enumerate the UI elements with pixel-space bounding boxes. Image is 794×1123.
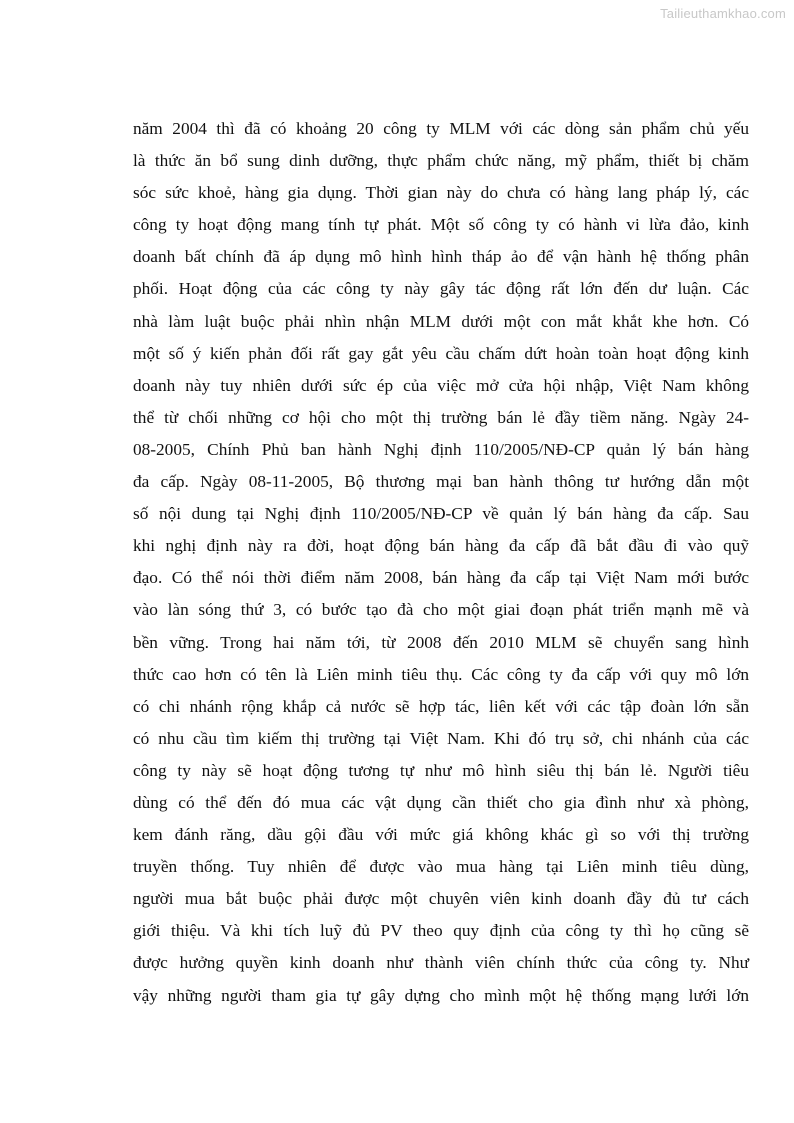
text-line: vào làn sóng thứ 3, có bước tạo đà cho một giai đoạn phát triển mạnh mẽ và	[133, 600, 749, 620]
text-line: đạo. Có thể nói thời điểm năm 2008, bán hàng đa cấp tại Việt Nam mới bước	[133, 568, 749, 588]
text-line: giới thiệu. Và khi tích luỹ đủ PV theo quy định của công ty thì họ cũng sẽ	[133, 921, 749, 941]
text-line: sóc sức khoẻ, hàng gia dụng. Thời gian này do chưa có hàng lang pháp lý, các	[133, 183, 749, 203]
text-line: truyền thống. Tuy nhiên để được vào mua hàng tại Liên minh tiêu dùng,	[133, 857, 749, 877]
text-line: một số ý kiến phản đối rất gay gắt yêu cầu chấm dứt hoàn toàn hoạt động kinh	[133, 343, 749, 363]
text-line: dùng có thể đến đó mua các vật dụng cần thiết cho gia đình như xà phòng,	[133, 792, 749, 812]
text-line: có nhu cầu tìm kiếm thị trường tại Việt Nam. Khi đó trụ sở, chi nhánh của các	[133, 728, 749, 748]
text-line: thức cao hơn có tên là Liên minh tiêu thụ. Các công ty đa cấp với quy mô lớn	[133, 664, 749, 684]
text-line: năm 2004 thì đã có khoảng 20 công ty MLM với các dòng sản phẩm chủ yếu	[133, 119, 749, 138]
text-line: được hưởng quyền kinh doanh như thành viên chính thức của công ty. Như	[133, 953, 749, 973]
text-line: doanh này tuy nhiên dưới sức ép của việc mở cửa hội nhập, Việt Nam không	[133, 375, 749, 395]
text-line: có chi nhánh rộng khắp cả nước sẽ hợp tác, liên kết với các tập đoàn lớn sẵn	[133, 696, 749, 716]
text-line: 08-2005, Chính Phủ ban hành Nghị định 110/2005/NĐ-CP quản lý bán hàng	[133, 439, 749, 459]
text-line: nhà làm luật buộc phải nhìn nhận MLM dưới một con mắt khắt khe hơn. Có	[133, 311, 749, 331]
text-line: người mua bắt buộc phải được một chuyên viên kinh doanh đầy đủ tư cách	[133, 889, 749, 909]
text-line: số nội dung tại Nghị định 110/2005/NĐ-CP về quản lý bán hàng đa cấp. Sau	[133, 504, 749, 524]
text-line: là thức ăn bổ sung dinh dưỡng, thực phẩm chức năng, mỹ phẩm, thiết bị chăm	[133, 151, 749, 171]
text-line: khi nghị định này ra đời, hoạt động bán hàng đa cấp đã bắt đầu đi vào quỹ	[133, 536, 749, 556]
text-line: công ty này sẽ hoạt động tương tự như mô hình siêu thị bán lẻ. Người tiêu	[133, 760, 749, 780]
text-line: kem đánh răng, dầu gội đầu với mức giá không khác gì so với thị trường	[133, 825, 749, 845]
text-line: doanh bất chính đã áp dụng mô hình hình tháp ảo để vận hành hệ thống phân	[133, 247, 749, 267]
text-line: bền vững. Trong hai năm tới, từ 2008 đến 2010 MLM sẽ chuyển sang hình	[133, 632, 749, 652]
text-line: vậy những người tham gia tự gây dựng cho mình một hệ thống mạng lưới lớn	[133, 985, 749, 1005]
text-line: phối. Hoạt động của các công ty này gây tác động rất lớn đến dư luận. Các	[133, 279, 749, 299]
text-line: thể từ chối những cơ hội cho một thị trường bán lẻ đầy tiềm năng. Ngày 24-	[133, 407, 749, 427]
document-body	[133, 113, 749, 1012]
text-line: đa cấp. Ngày 08-11-2005, Bộ thương mại ban hành thông tư hướng dẫn một	[133, 472, 749, 492]
text-line: công ty hoạt động mang tính tự phát. Một số công ty có hành vi lừa đảo, kinh	[133, 215, 749, 235]
watermark: Tailieuthamkhao.com	[660, 6, 786, 21]
